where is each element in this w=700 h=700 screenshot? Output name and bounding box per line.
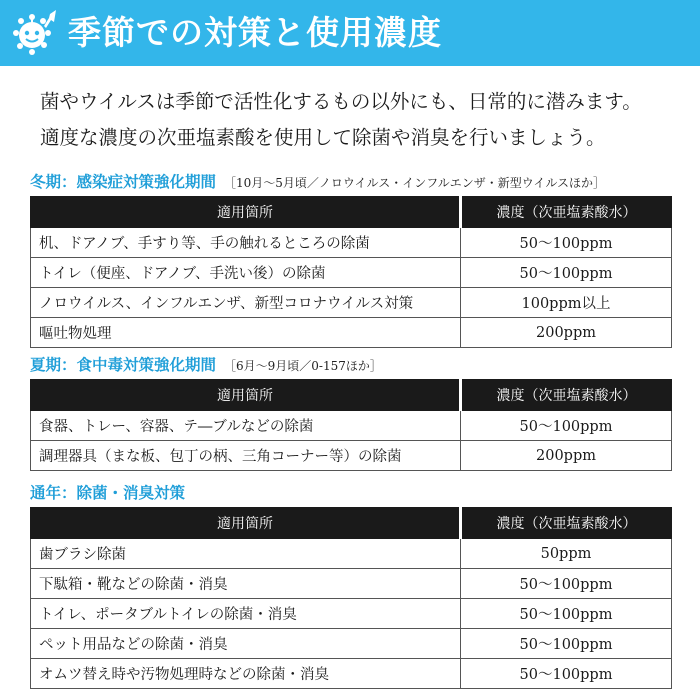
column-header-concentration: 濃度（次亜塩素酸水）: [461, 508, 672, 539]
cell-location: ペット用品などの除菌・消臭: [31, 629, 461, 659]
table-yearround: [30, 507, 672, 689]
table-header-row: [31, 508, 672, 539]
cell-concentration: 50～100ppm: [461, 569, 672, 599]
cell-concentration: 50～100ppm: [461, 629, 672, 659]
table-header-row: [31, 197, 672, 228]
table-row: [31, 411, 672, 441]
cell-location: 下駄箱・靴などの除菌・消臭: [31, 569, 461, 599]
table-row: [31, 441, 672, 471]
intro-text: [40, 84, 680, 156]
table-row: [31, 569, 672, 599]
section-winter-heading: [30, 170, 605, 192]
column-header-location: 適用箇所: [31, 380, 461, 411]
table-row: [31, 539, 672, 569]
cell-concentration: 50～100ppm: [461, 659, 672, 689]
section-title: 通年：除菌・消臭対策: [30, 484, 186, 502]
cell-location: 嘔吐物処理: [31, 318, 461, 348]
virus-mascot-icon: [10, 8, 60, 58]
cell-location: 調理器具（まな板、包丁の柄、三角コーナー等）の除菌: [31, 441, 461, 471]
table-row: [31, 629, 672, 659]
section-note: ［6月～9月頃／0-157ほか］: [224, 359, 382, 373]
cell-concentration: 50～100ppm: [461, 258, 672, 288]
page-title: 季節での対策と使用濃度: [68, 13, 442, 52]
cell-location: オムツ替え時や汚物処理時などの除菌・消臭: [31, 659, 461, 689]
cell-concentration: 100ppm以上: [461, 288, 672, 318]
table-row: [31, 318, 672, 348]
cell-concentration: 200ppm: [461, 318, 672, 348]
cell-location: トイレ、ポータブルトイレの除菌・消臭: [31, 599, 461, 629]
section-title: 冬期：感染症対策強化期間: [30, 173, 217, 191]
cell-location: 机、ドアノブ、手すり等、手の触れるところの除菌: [31, 228, 461, 258]
cell-concentration: 50～100ppm: [461, 228, 672, 258]
cell-concentration: 50～100ppm: [461, 411, 672, 441]
table-row: [31, 258, 672, 288]
section-summer-heading: [30, 353, 382, 375]
page-header: [0, 0, 700, 66]
cell-location: 歯ブラシ除菌: [31, 539, 461, 569]
table-summer: [30, 379, 672, 471]
column-header-location: 適用箇所: [31, 197, 461, 228]
intro-line-2: 適度な濃度の次亜塩素酸を使用して除菌や消臭を行いましょう。: [40, 126, 606, 149]
column-header-location: 適用箇所: [31, 508, 461, 539]
cell-concentration: 200ppm: [461, 441, 672, 471]
column-header-concentration: 濃度（次亜塩素酸水）: [461, 380, 672, 411]
section-title: 夏期：食中毒対策強化期間: [30, 356, 217, 374]
table-row: [31, 659, 672, 689]
table-winter: [30, 196, 672, 348]
cell-concentration: 50～100ppm: [461, 599, 672, 629]
cell-location: トイレ（便座、ドアノブ、手洗い後）の除菌: [31, 258, 461, 288]
section-note: ［10月～5月頃／ノロウイルス・インフルエンザ・新型ウイルスほか］: [224, 176, 606, 190]
intro-line-1: 菌やウイルスは季節で活性化するもの以外にも、日常的に潜みます。: [40, 90, 642, 113]
table-row: [31, 288, 672, 318]
section-yearround-heading: [30, 481, 193, 503]
table-row: [31, 228, 672, 258]
cell-location: ノロウイルス、インフルエンザ、新型コロナウイルス対策: [31, 288, 461, 318]
cell-concentration: 50ppm: [461, 539, 672, 569]
table-header-row: [31, 380, 672, 411]
column-header-concentration: 濃度（次亜塩素酸水）: [461, 197, 672, 228]
cell-location: 食器、トレー、容器、テ―ブルなどの除菌: [31, 411, 461, 441]
table-row: [31, 599, 672, 629]
